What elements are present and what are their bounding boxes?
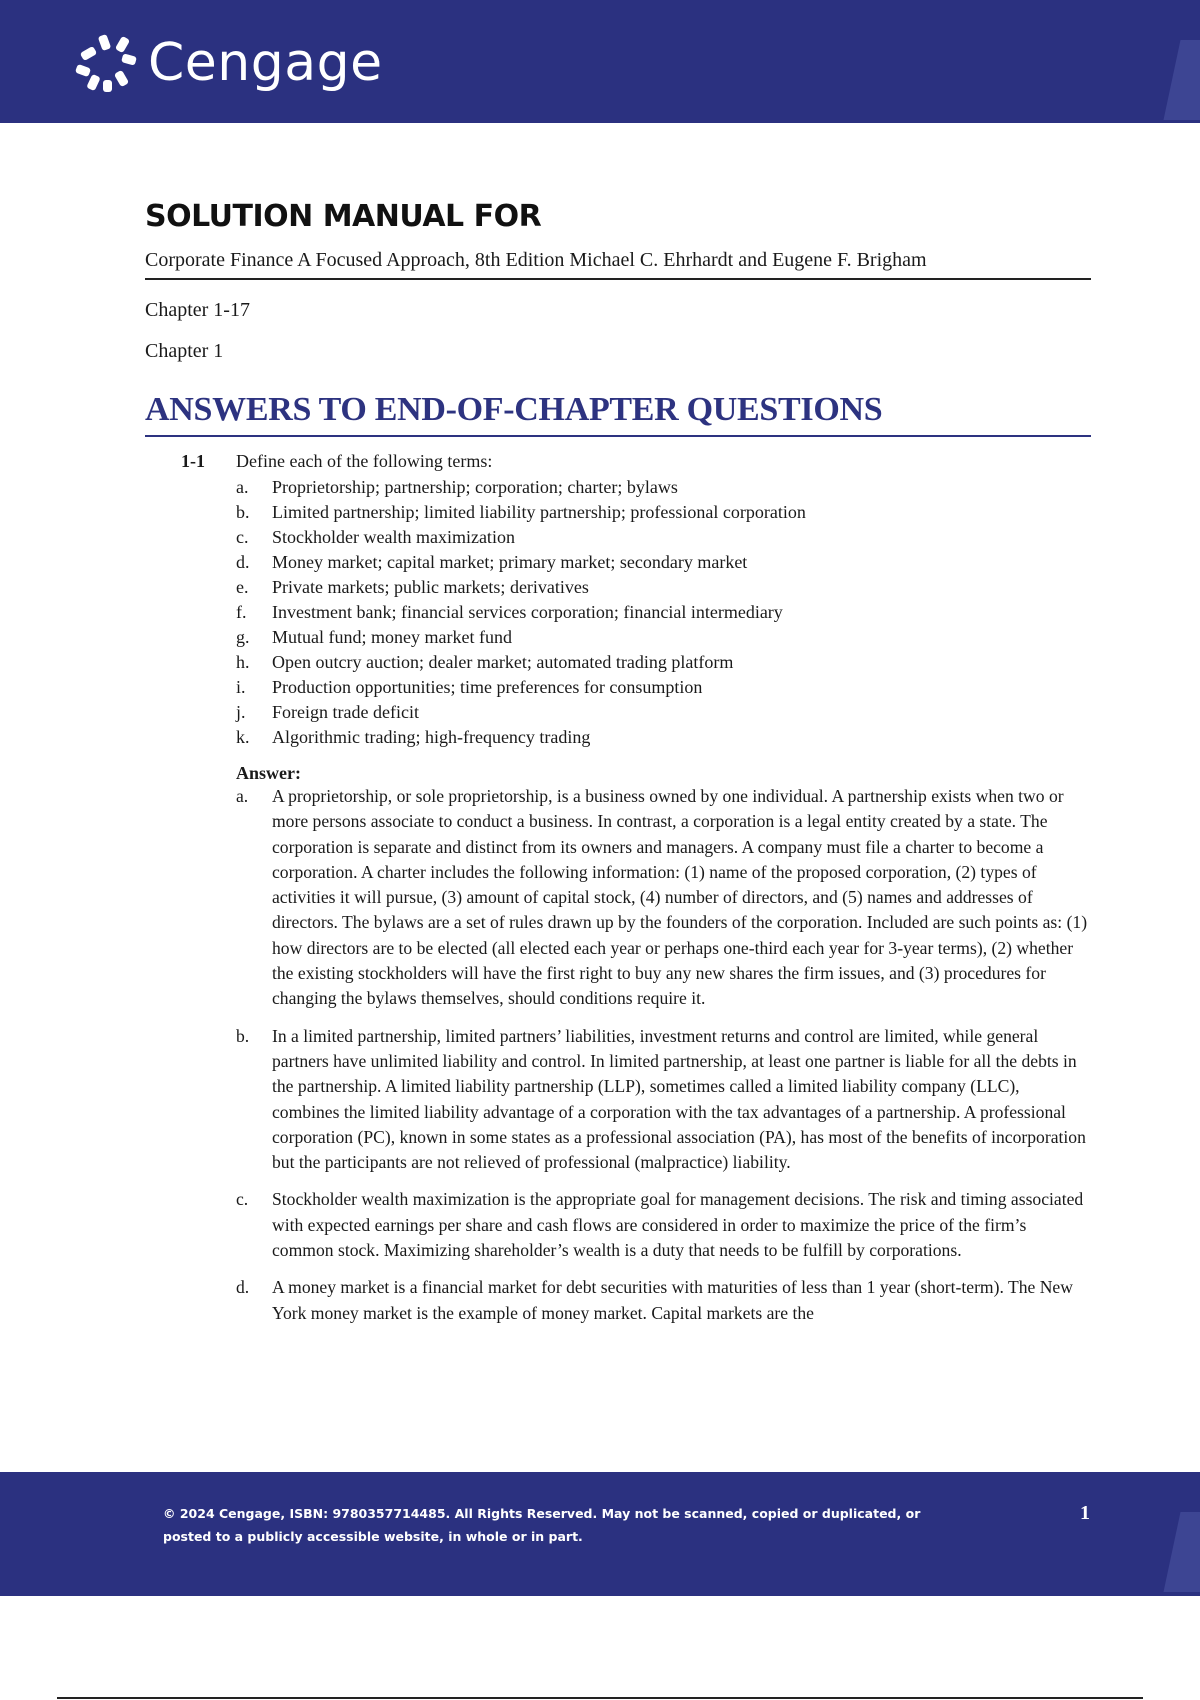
term-item <box>236 600 1091 625</box>
document-content <box>145 195 1091 1338</box>
answers-list <box>236 784 1091 1326</box>
term-text: Limited partnership; limited liability partnership; professional corporation <box>272 502 806 522</box>
bottom-divider <box>57 1697 1143 1699</box>
term-text: Stockholder wealth maximization <box>272 527 515 547</box>
brand-name: Cengage <box>148 33 383 93</box>
term-letter: b. <box>236 502 250 522</box>
term-item <box>236 475 1091 500</box>
answer-letter: c. <box>236 1189 249 1210</box>
term-letter: g. <box>236 627 250 647</box>
term-letter: e. <box>236 577 249 597</box>
term-letter: a. <box>236 477 249 497</box>
term-item <box>236 725 1091 750</box>
answer-item <box>236 784 1091 1012</box>
term-item <box>236 700 1091 725</box>
copyright-notice: © 2024 Cengage, ISBN: 9780357714485. All Rights Reserved. May not be scanned, copied or duplicated, or posted to a publicly accessible website, in whole or in part. <box>163 1506 921 1544</box>
chapter-label: Chapter 1 <box>145 340 224 362</box>
term-text: Proprietorship; partnership; corporation; charter; bylaws <box>272 477 678 497</box>
term-item <box>236 625 1091 650</box>
term-text: Open outcry auction; dealer market; automated trading platform <box>272 652 734 672</box>
question-prompt: Define each of the following terms: <box>236 451 493 471</box>
term-item <box>236 550 1091 575</box>
term-text: Investment bank; financial services corporation; financial intermediary <box>272 602 783 622</box>
term-item <box>236 500 1091 525</box>
answer-text: A money market is a financial market for debt securities with maturities of less than 1 year (short-term). The New York money market is the example of money market. Capital markets are the <box>272 1277 1073 1323</box>
term-letter: i. <box>236 677 246 697</box>
answer-item <box>236 1187 1091 1263</box>
terms-list <box>236 475 1091 750</box>
term-text: Mutual fund; money market fund <box>272 627 512 647</box>
term-letter: h. <box>236 652 250 672</box>
term-letter: f. <box>236 602 247 622</box>
term-item <box>236 650 1091 675</box>
question-block <box>145 451 1091 472</box>
answer-text: Stockholder wealth maximization is the appropriate goal for management decisions. The risk and timing associated with expected earnings per share and cash flows are considered in order to maximize the price of the firm’s common stock. Maximizing shareholder’s wealth is a duty that needs to be fulfill by corporations. <box>272 1189 1084 1261</box>
term-text: Foreign trade deficit <box>272 702 419 722</box>
term-letter: k. <box>236 727 250 747</box>
term-letter: j. <box>236 702 246 722</box>
manual-title: SOLUTION MANUAL FOR <box>145 199 542 234</box>
chapter-range: Chapter 1-17 <box>145 299 250 321</box>
answer-text: A proprietorship, or sole proprietorship, is a business owned by one individual. A partnership exists when two or more persons associate to conduct a business. In contrast, a corporation is a legal entity created by a state. The corporation is separate and distinct from its owners and managers. A company must file a charter to become a corporation. A charter includes the following information: (1) name of the proposed corporation, (2) types of activities it will pursue, (3) amount of capital stock, (4) number of directors, and (5) names and addresses of directors. The bylaws are a set of rules drawn up by the founders of the corporation. Included are such points as: (1) how directors are to be elected (all elected each year or perhaps one-third each year for 3-year terms), (2) whether the existing stockholders will have the first right to buy any new shares the firm issues, and (3) procedures for changing the bylaws themselves, should conditions require it. <box>272 786 1088 1009</box>
term-text: Production opportunities; time preferences for consumption <box>272 677 703 697</box>
term-letter: c. <box>236 527 249 547</box>
cengage-logo <box>74 33 383 93</box>
page-number: 1 <box>1080 1502 1090 1524</box>
header-corner-decoration <box>1163 40 1200 120</box>
answer-text: In a limited partnership, limited partners’ liabilities, investment returns and control are limited, while general partners have unlimited liability and control. In limited partnership, at least one partner is liable for all the debts in the partnership. A limited liability partnership (LLP), sometimes called a limited liability company (LLC), combines the limited liability advantage of a corporation with the tax advantages of a partnership. A professional corporation (PC), known in some states as a professional association (PA), has most of the benefits of incorporation but the participants are not relieved of professional (malpractice) liability. <box>272 1025 1086 1173</box>
term-item <box>236 575 1091 600</box>
term-text: Algorithmic trading; high-frequency trading <box>272 727 591 747</box>
answer-letter: a. <box>236 786 249 806</box>
answer-item <box>236 1275 1091 1326</box>
book-title: Corporate Finance A Focused Approach, 8th Edition Michael C. Ehrhardt and Eugene F. Brigham <box>145 249 1091 280</box>
term-text: Private markets; public markets; derivatives <box>272 577 589 597</box>
footer-corner-decoration <box>1163 1512 1200 1592</box>
term-letter: d. <box>236 552 250 572</box>
answer-item <box>236 1024 1091 1176</box>
section-title: ANSWERS TO END-OF-CHAPTER QUESTIONS <box>145 391 1091 437</box>
term-item <box>236 675 1091 700</box>
answer-letter: d. <box>236 1277 250 1298</box>
answer-letter: b. <box>236 1025 250 1046</box>
question-number: 1-1 <box>181 451 205 471</box>
page-header <box>0 0 1200 123</box>
answer-label: Answer: <box>236 763 301 783</box>
cengage-mark-icon <box>74 33 140 93</box>
term-item <box>236 525 1091 550</box>
page-footer <box>0 1472 1200 1596</box>
term-text: Money market; capital market; primary market; secondary market <box>272 552 748 572</box>
